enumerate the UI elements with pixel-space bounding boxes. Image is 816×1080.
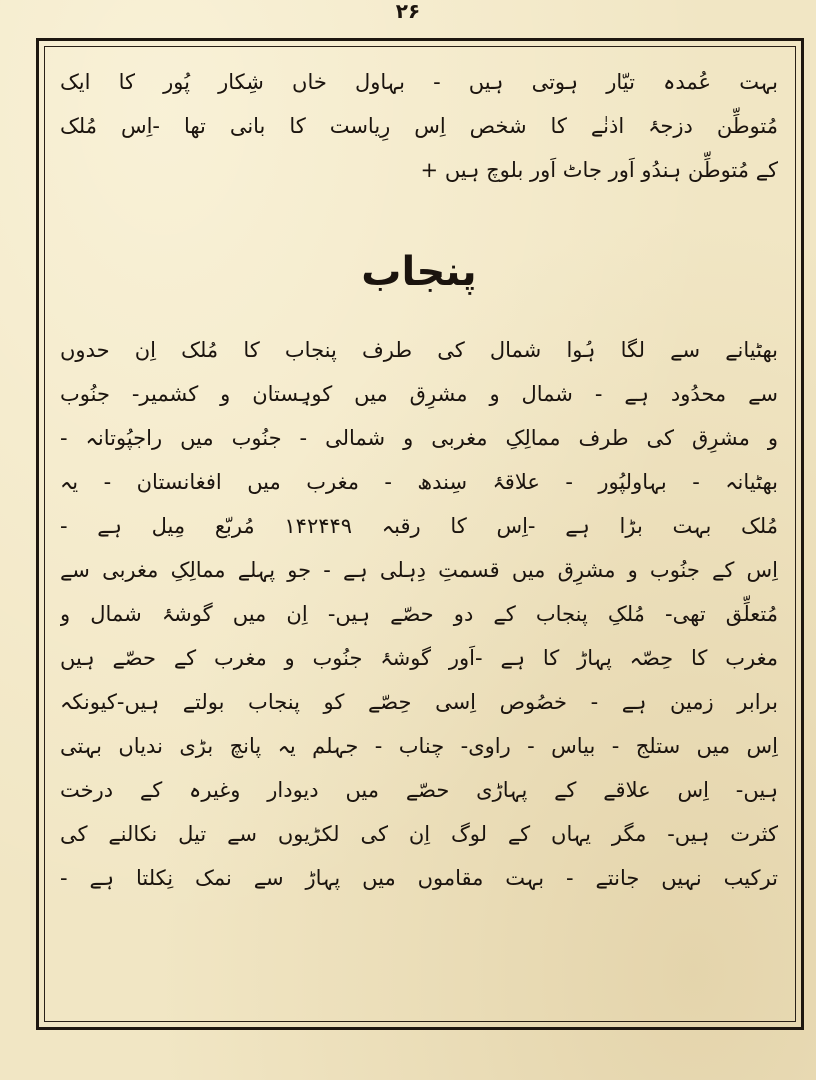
section-heading: پنجاب <box>361 249 477 295</box>
body-line: مغرب کا حِصّہ پہاڑ کا ہے -اَور گوشۂ جنُوب و مغرب کے حصّے ہیں <box>60 646 778 670</box>
body-line: کثرت ہیں- مگر یہاں کے لوگ اِن کی لکڑیوں سے تیل نکالنے کی <box>60 822 778 846</box>
body-line: ہیں- اِس علاقے کے پہاڑی حصّے میں دیودار وغیرہ کے درخت <box>60 778 778 802</box>
body-line: اِس کے جنُوب و مشرِق میں قسمتِ دِہلی ہے - جو پہلے ممالِکِ مغربی سے <box>60 558 778 582</box>
intro-line: کے مُتوطِّن ہندُو اَور جاٹ اَور بلوچ ہیں + <box>420 158 778 182</box>
body-line: بھٹیانہ - بہاولپُور - علاقۂ سِندھ - مغرب میں افغانستان - یہ <box>60 470 778 494</box>
body-line: مُلک بہت بڑا ہے -اِس کا رقبہ ۱۴۲۴۴۹ مُربّع مِیل ہے - <box>60 514 778 538</box>
body-line: سے محدُود ہے - شمال و مشرِق میں کوہِستان و کشمیر- جنُوب <box>60 382 778 406</box>
page-number: ۲۶ <box>395 0 421 23</box>
body-line: مُتعلِّق تھی- مُلکِ پنجاب کے دو حصّے ہیں- اِن میں گوشۂ شمال و <box>60 602 778 626</box>
intro-line: مُتوطِّن دزجۂ اذنٰے کا شخص اِس رِیاست کا بانی تھا -اِس مُلک <box>60 114 778 138</box>
body-line: ترکیب نہیں جانتے - بہت مقاموں میں پہاڑ سے نمک نِکلتا ہے - <box>60 866 778 890</box>
body-line: اِس میں ستلج - بیاس - راوی- چناب - جہلم یہ پانچ بڑی ندیاں بہتی <box>60 734 778 758</box>
page-text <box>60 62 778 1012</box>
body-line: بھٹیانے سے لگا ہُوا شمال کی طرف پنجاب کا مُلک اِن حدوں <box>60 338 778 362</box>
intro-line: بہت عُمدہ تیّار ہوتی ہیں - بہاول خاں شِکار پُور کا ایک <box>60 70 778 94</box>
body-line: و مشرِق کی طرف ممالِکِ مغربی و شمالی - جنُوب میں راجپُوتانہ - <box>60 426 778 450</box>
body-line: برابر زمین ہے - خصُوص اِسی حِصّے کو پنجاب بولتے ہیں-کیونکہ <box>60 690 778 714</box>
